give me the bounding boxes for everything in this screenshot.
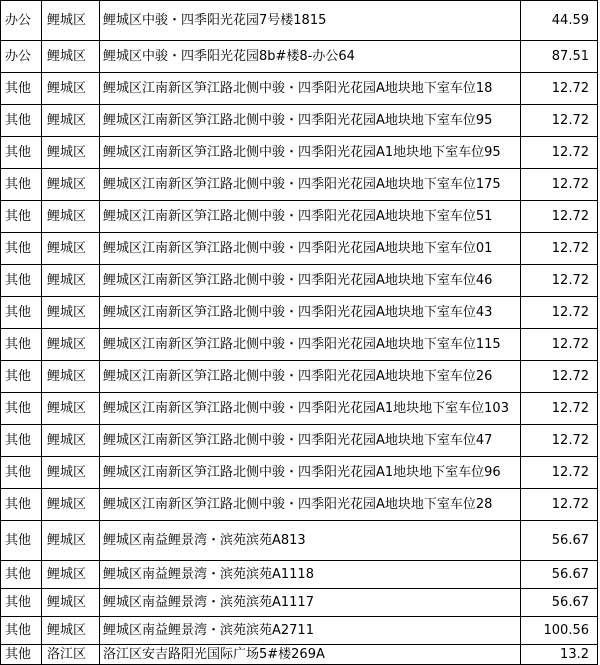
address-cell: 鲤城区江南新区笋江路北侧中骏・四季阳光花园A1地块地下室车位95 [100, 137, 521, 169]
district-cell: 鲤城区 [42, 297, 100, 329]
area-cell: 12.72 [521, 329, 598, 361]
address-cell: 鲤城区江南新区笋江路北侧中骏・四季阳光花园A地块地下室车位01 [100, 233, 521, 265]
type-cell: 其他 [1, 645, 42, 665]
table-row [1, 393, 598, 425]
type-cell: 其他 [1, 297, 42, 329]
area-cell: 12.72 [521, 137, 598, 169]
district-cell: 鲤城区 [42, 457, 100, 489]
district-cell: 鲤城区 [42, 329, 100, 361]
type-cell: 其他 [1, 425, 42, 457]
area-cell: 12.72 [521, 361, 598, 393]
district-cell: 鲤城区 [42, 73, 100, 105]
district-cell: 鲤城区 [42, 617, 100, 645]
address-cell: 鲤城区江南新区笋江路北侧中骏・四季阳光花园A地块地下室车位115 [100, 329, 521, 361]
address-cell: 鲤城区江南新区笋江路北侧中骏・四季阳光花园A地块地下室车位43 [100, 297, 521, 329]
address-cell: 鲤城区江南新区笋江路北侧中骏・四季阳光花园A1地块地下室车位103 [100, 393, 521, 425]
district-cell: 鲤城区 [42, 521, 100, 561]
table-row [1, 233, 598, 265]
district-cell: 鲤城区 [42, 393, 100, 425]
district-cell: 鲤城区 [42, 589, 100, 617]
district-cell: 鲤城区 [42, 137, 100, 169]
table-row [1, 489, 598, 521]
district-cell: 鲤城区 [42, 265, 100, 297]
area-cell: 12.72 [521, 265, 598, 297]
address-cell: 洛江区安吉路阳光国际广场5#楼269A [100, 645, 521, 665]
address-cell: 鲤城区南益鲤景湾・滨苑滨苑A1117 [100, 589, 521, 617]
table-row [1, 425, 598, 457]
address-cell: 鲤城区江南新区笋江路北侧中骏・四季阳光花园A地块地下室车位95 [100, 105, 521, 137]
district-cell: 鲤城区 [42, 425, 100, 457]
address-cell: 鲤城区江南新区笋江路北侧中骏・四季阳光花园A地块地下室车位28 [100, 489, 521, 521]
table-row [1, 361, 598, 393]
address-cell: 鲤城区中骏・四季阳光花园8b#楼8-办公64 [100, 41, 521, 73]
table-row [1, 169, 598, 201]
type-cell: 其他 [1, 329, 42, 361]
type-cell: 其他 [1, 393, 42, 425]
area-cell: 12.72 [521, 73, 598, 105]
district-cell: 鲤城区 [42, 233, 100, 265]
address-cell: 鲤城区江南新区笋江路北侧中骏・四季阳光花园A1地块地下室车位96 [100, 457, 521, 489]
area-cell: 13.2 [521, 645, 598, 665]
type-cell: 其他 [1, 521, 42, 561]
type-cell: 其他 [1, 201, 42, 233]
table-row [1, 521, 598, 561]
area-cell: 56.67 [521, 521, 598, 561]
area-cell: 56.67 [521, 589, 598, 617]
type-cell: 其他 [1, 105, 42, 137]
area-cell: 56.67 [521, 561, 598, 589]
district-cell: 洛江区 [42, 645, 100, 665]
area-cell: 12.72 [521, 169, 598, 201]
address-cell: 鲤城区江南新区笋江路北侧中骏・四季阳光花园A地块地下室车位18 [100, 73, 521, 105]
type-cell: 其他 [1, 561, 42, 589]
area-cell: 12.72 [521, 425, 598, 457]
district-cell: 鲤城区 [42, 1, 100, 41]
area-cell: 12.72 [521, 393, 598, 425]
district-cell: 鲤城区 [42, 361, 100, 393]
address-cell: 鲤城区南益鲤景湾・滨苑滨苑A813 [100, 521, 521, 561]
area-cell: 12.72 [521, 233, 598, 265]
type-cell: 其他 [1, 589, 42, 617]
table-row [1, 589, 598, 617]
type-cell: 其他 [1, 169, 42, 201]
address-cell: 鲤城区江南新区笋江路北侧中骏・四季阳光花园A地块地下室车位175 [100, 169, 521, 201]
address-cell: 鲤城区江南新区笋江路北侧中骏・四季阳光花园A地块地下室车位46 [100, 265, 521, 297]
type-cell: 其他 [1, 265, 42, 297]
table-row [1, 617, 598, 645]
type-cell: 其他 [1, 73, 42, 105]
table-row [1, 297, 598, 329]
table-row [1, 201, 598, 233]
type-cell: 其他 [1, 489, 42, 521]
address-cell: 鲤城区中骏・四季阳光花园7号楼1815 [100, 1, 521, 41]
table-row [1, 329, 598, 361]
area-cell: 100.56 [521, 617, 598, 645]
table-row [1, 645, 598, 665]
type-cell: 其他 [1, 617, 42, 645]
table-row [1, 73, 598, 105]
address-cell: 鲤城区南益鲤景湾・滨苑滨苑A1118 [100, 561, 521, 589]
address-cell: 鲤城区江南新区笋江路北侧中骏・四季阳光花园A地块地下室车位26 [100, 361, 521, 393]
table-row [1, 137, 598, 169]
district-cell: 鲤城区 [42, 169, 100, 201]
type-cell: 其他 [1, 233, 42, 265]
table-row [1, 265, 598, 297]
district-cell: 鲤城区 [42, 561, 100, 589]
area-cell: 44.59 [521, 1, 598, 41]
area-cell: 87.51 [521, 41, 598, 73]
table-row [1, 1, 598, 41]
address-cell: 鲤城区江南新区笋江路北侧中骏・四季阳光花园A地块地下室车位47 [100, 425, 521, 457]
area-cell: 12.72 [521, 105, 598, 137]
type-cell: 办公 [1, 1, 42, 41]
address-cell: 鲤城区江南新区笋江路北侧中骏・四季阳光花园A地块地下室车位51 [100, 201, 521, 233]
type-cell: 办公 [1, 41, 42, 73]
area-cell: 12.72 [521, 489, 598, 521]
type-cell: 其他 [1, 361, 42, 393]
area-cell: 12.72 [521, 201, 598, 233]
type-cell: 其他 [1, 137, 42, 169]
type-cell: 其他 [1, 457, 42, 489]
district-cell: 鲤城区 [42, 201, 100, 233]
table-row [1, 41, 598, 73]
area-cell: 12.72 [521, 457, 598, 489]
address-cell: 鲤城区南益鲤景湾・滨苑滨苑A2711 [100, 617, 521, 645]
table-row [1, 105, 598, 137]
district-cell: 鲤城区 [42, 489, 100, 521]
area-cell: 12.72 [521, 297, 598, 329]
table-row [1, 561, 598, 589]
district-cell: 鲤城区 [42, 41, 100, 73]
district-cell: 鲤城区 [42, 105, 100, 137]
table-row [1, 457, 598, 489]
